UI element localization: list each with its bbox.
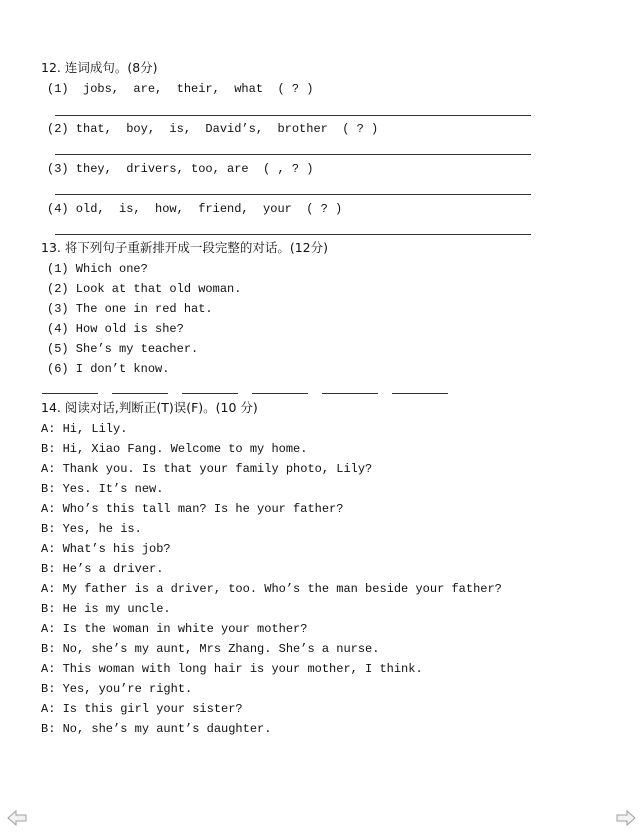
- order-blank-2: [112, 393, 168, 394]
- q13-heading: 13. 将下列句子重新排开成一段完整的对话。(12分): [41, 240, 329, 255]
- left-arrow-icon: [6, 808, 28, 828]
- dialogue-line: B: Hi, Xiao Fang. Welcome to my home.: [41, 442, 308, 456]
- dialogue-line: A: Is the woman in white your mother?: [41, 622, 308, 636]
- dialogue-line: B: He’s a driver.: [41, 562, 164, 576]
- q13-item-3: (3) The one in red hat.: [47, 302, 213, 316]
- prev-page-button[interactable]: [6, 808, 28, 828]
- q12-item-3: (3) they, drivers, too, are ( , ? ): [47, 162, 314, 176]
- dialogue-line: A: My father is a driver, too. Who’s the man beside your father?: [41, 582, 502, 596]
- dialogue-line: B: Yes. It’s new.: [41, 482, 164, 496]
- answer-line-2: [55, 154, 531, 155]
- dialogue-line: A: Who’s this tall man? Is he your father?: [41, 502, 344, 516]
- dialogue-line: A: Is this girl your sister?: [41, 702, 243, 716]
- dialogue-line: B: He is my uncle.: [41, 602, 171, 616]
- q13-item-2: (2) Look at that old woman.: [47, 282, 242, 296]
- q13-item-5: (5) She’s my teacher.: [47, 342, 199, 356]
- q12-item-2: (2) that, boy, is, David’s, brother ( ? ): [47, 122, 379, 136]
- q12-heading: 12. 连词成句。(8分): [41, 60, 158, 75]
- order-blank-1: [42, 393, 98, 394]
- q13-item-6: (6) I don’t know.: [47, 362, 170, 376]
- order-blank-6: [392, 393, 448, 394]
- q13-item-4: (4) How old is she?: [47, 322, 184, 336]
- q14-heading: 14. 阅读对话,判断正(T)误(F)。(10 分): [41, 400, 258, 415]
- answer-line-3: [55, 194, 531, 195]
- dialogue-line: A: Hi, Lily.: [41, 422, 128, 436]
- dialogue-line: B: Yes, you’re right.: [41, 682, 193, 696]
- dialogue-line: A: What’s his job?: [41, 542, 171, 556]
- dialogue-line: A: Thank you. Is that your family photo, Lily?: [41, 462, 373, 476]
- q12-item-4: (4) old, is, how, friend, your ( ? ): [47, 202, 343, 216]
- next-page-button[interactable]: [615, 808, 637, 828]
- right-arrow-icon: [615, 808, 637, 828]
- dialogue-line: B: No, she’s my aunt, Mrs Zhang. She’s a nurse.: [41, 642, 380, 656]
- answer-line-4: [55, 234, 531, 235]
- dialogue-line: B: Yes, he is.: [41, 522, 142, 536]
- q12-item-1: (1) jobs, are, their, what ( ? ): [47, 82, 314, 96]
- q13-item-1: (1) Which one?: [47, 262, 148, 276]
- order-blank-3: [182, 393, 238, 394]
- answer-line-1: [55, 115, 531, 116]
- dialogue-line: A: This woman with long hair is your mother, I think.: [41, 662, 423, 676]
- dialogue-line: B: No, she’s my aunt’s daughter.: [41, 722, 272, 736]
- order-blank-4: [252, 393, 308, 394]
- order-blank-5: [322, 393, 378, 394]
